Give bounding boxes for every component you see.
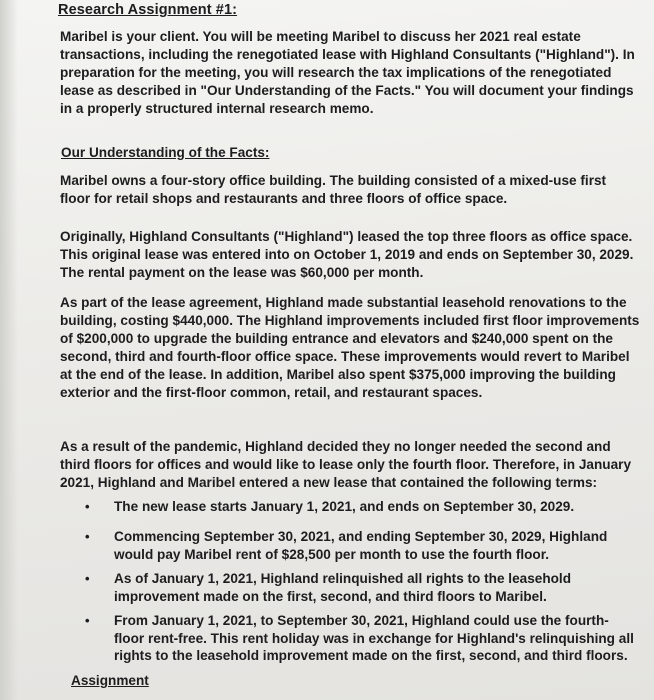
facts-paragraph-2: Originally, Highland Consultants ("Highland") leased the top three floors as office space. This original lease was entered into on October 1, 2019 and ends on September 30, 2029. The rental payment on the lease was $60,000 per month.: [60, 229, 634, 280]
facts-paragraph-4: As a result of the pandemic, Highland decided they no longer needed the second and third floors for offices and would like to lease only the fourth floor. Therefore, in January 2021, Highland and Maribel entered a new lease that contained the following terms:: [60, 439, 632, 490]
page-shadow: [0, 0, 18, 700]
bullet-icon: •: [85, 499, 90, 514]
assignment-heading: Research Assignment #1:: [58, 2, 238, 18]
bullet-icon: •: [85, 571, 90, 586]
facts-section-title: Our Understanding of the Facts:: [61, 145, 270, 160]
assignment-label: Assignment: [71, 673, 149, 688]
list-item-text: The new lease starts January 1, 2021, and ends on September 30, 2029.: [114, 499, 575, 514]
bullet-icon: •: [85, 613, 90, 628]
facts-paragraph-1: Maribel owns a four-story office building. The building consisted of a mixed-use first floor for retail shops and restaurants and three floors of office space.: [60, 173, 607, 206]
list-item-text: As of January 1, 2021, Highland relinquished all rights to the leasehold improvement made on the first, second, and third floors to Maribel.: [114, 571, 572, 604]
intro-paragraph: Maribel is your client. You will be meeting Maribel to discuss her 2021 real estate transactions, including the renegotiated lease with Highland Consultants ("Highland"). In preparation for the meeting, you will research the tax implications of the renegotiated lease as described in "Our Understanding of the Facts." You will document your findings in a properly structured internal research memo.: [60, 29, 635, 116]
list-item-text: Commencing September 30, 2021, and ending September 30, 2029, Highland would pay Maribel rent of $28,500 per month to use the fourth floor.: [114, 529, 608, 562]
bullet-icon: •: [85, 529, 90, 544]
list-item-text: From January 1, 2021, to September 30, 2021, Highland could use the fourth-floor rent-free. This rent holiday was in exchange for Highland's relinquishing all rights to the leasehold improvement made on the first, second, and third floors.: [114, 613, 634, 663]
facts-paragraph-3: As part of the lease agreement, Highland made substantial leasehold renovations to the building, costing $440,000. The Highland improvements included first floor improvements of $200,000 to upgrade the building entrance and elevators and $240,000 spent on the second, third and fourth-floor office space. These improvements would revert to Maribel at the end of the lease. In addition, Maribel also spent $375,000 improving the building exterior and the first-floor common, retail, and restaurant spaces.: [60, 295, 640, 400]
